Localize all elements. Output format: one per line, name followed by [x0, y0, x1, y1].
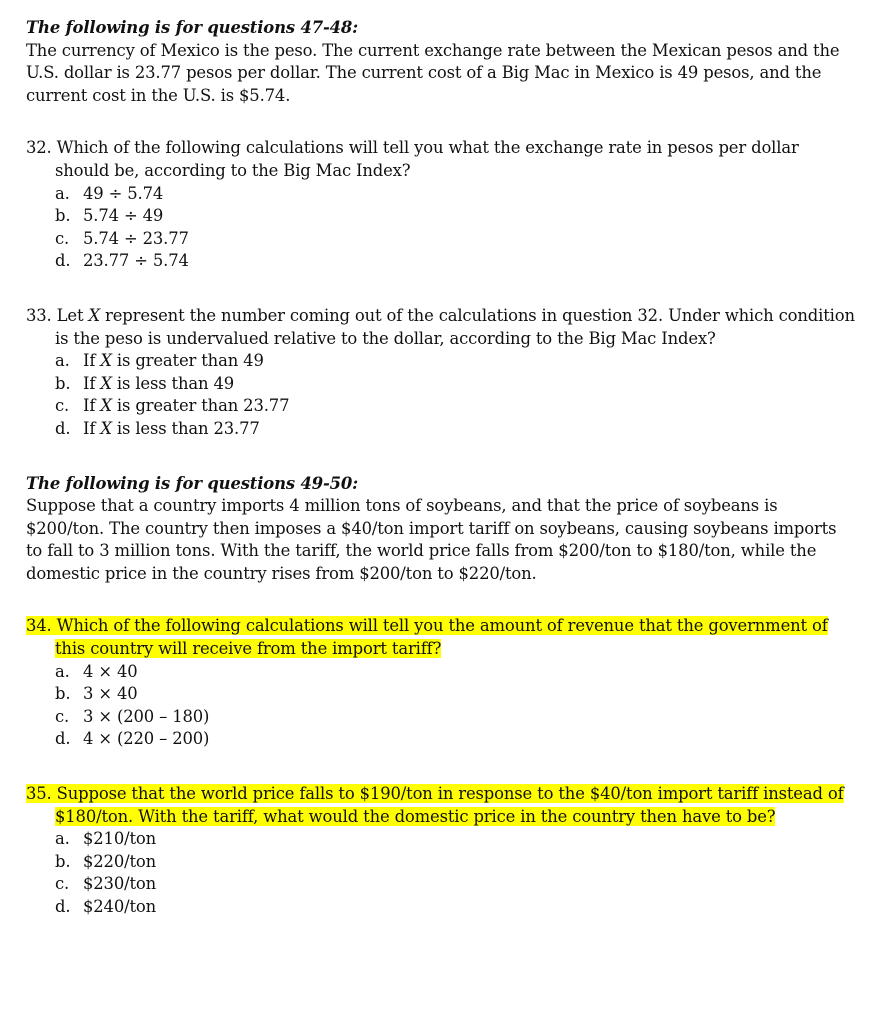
section-intro-47-48: [26, 17, 856, 107]
stem-part: 33. Let: [26, 305, 89, 325]
option-c: [55, 395, 856, 418]
option-letter: c.: [55, 706, 70, 726]
option-part: is less than 49: [111, 373, 235, 393]
question-33: [26, 305, 856, 441]
option-letter: b.: [55, 684, 71, 704]
option-b: [55, 683, 856, 706]
option-text: 3 × 40: [83, 684, 138, 704]
option-text: 23.77 ÷ 5.74: [83, 251, 189, 271]
option-part: If: [83, 351, 101, 371]
option-a: [55, 828, 856, 851]
variable-x: X: [100, 373, 112, 393]
option-letter: d.: [55, 729, 71, 749]
variable-x: X: [100, 396, 112, 416]
option-a: [55, 183, 856, 206]
option-letter: a.: [55, 829, 70, 849]
option-b: [55, 205, 856, 228]
option-a: [55, 350, 856, 373]
option-c: [55, 228, 856, 251]
section-heading: The following is for questions 47-48:: [26, 18, 359, 37]
option-b: [55, 851, 856, 874]
section-text: The currency of Mexico is the peso. The current exchange rate between the Mexican pesos and the U.S. dollar is 23.77 pesos per dollar. The current cost of a Big Mac in Mexico is 49 pesos, and the current cost in the U.S. is $5.74.: [26, 40, 840, 105]
question-stem: [26, 615, 856, 660]
option-text: [83, 350, 264, 373]
document-page: [26, 17, 856, 919]
question-35: [26, 783, 856, 919]
option-letter: c.: [55, 874, 70, 894]
variable-x: X: [88, 305, 100, 325]
option-letter: c.: [55, 396, 70, 416]
section-intro-49-50: [26, 473, 856, 586]
answer-options: [26, 661, 856, 751]
option-letter: c.: [55, 228, 70, 248]
option-text: [83, 395, 289, 418]
question-stem: 32. Which of the following calculations will tell you what the exchange rate in pesos per dollar should be, according to the Big Mac Index?: [26, 138, 799, 180]
answer-options: [26, 183, 856, 273]
highlighted-stem: 34. Which of the following calculations will tell you the amount of revenue that the government of this country will receive from the import tariff?: [26, 616, 828, 659]
option-letter: a.: [55, 183, 70, 203]
option-text: $230/ton: [83, 874, 157, 894]
option-c: [55, 706, 856, 729]
option-text: 5.74 ÷ 49: [83, 206, 164, 226]
option-text: $210/ton: [83, 829, 157, 849]
option-text: $240/ton: [83, 897, 157, 916]
option-letter: a.: [55, 351, 70, 371]
option-letter: b.: [55, 206, 71, 226]
option-letter: b.: [55, 851, 71, 871]
option-text: $220/ton: [83, 851, 157, 871]
option-part: If: [83, 373, 101, 393]
option-letter: d.: [55, 251, 71, 271]
option-text: 49 ÷ 5.74: [83, 183, 164, 203]
option-letter: b.: [55, 373, 71, 393]
option-part: is greater than 23.77: [111, 396, 290, 416]
option-text: [83, 373, 234, 396]
option-d: [55, 418, 856, 441]
option-text: 5.74 ÷ 23.77: [83, 228, 189, 248]
option-text: [83, 418, 260, 441]
stem-part: represent the number coming out of the calculations in question 32. Under which condition is the peso is undervalued relative to the dollar, according to the Big Mac Index?: [55, 305, 855, 348]
question-stem: [26, 783, 856, 828]
option-d: [55, 250, 856, 273]
option-part: If: [83, 418, 101, 438]
question-stem: [26, 305, 856, 350]
option-letter: d.: [55, 897, 71, 916]
variable-x: X: [100, 351, 112, 371]
option-d: [55, 896, 856, 919]
option-letter: d.: [55, 418, 71, 438]
highlighted-stem: 35. Suppose that the world price falls to $190/ton in response to the $40/ton import tariff instead of $180/ton. With the tariff, what would the domestic price in the country then have to be?: [26, 784, 844, 826]
section-text: Suppose that a country imports 4 million tons of soybeans, and that the price of soybeans is $200/ton. The country then imposes a $40/ton import tariff on soybeans, causing soybeans imports to fall to 3 million tons. With the tariff, the world price falls from $200/ton to $180/ton, while the domestic price in the country rises from $200/ton to $220/ton.: [26, 496, 837, 583]
option-text: 4 × 40: [83, 661, 138, 681]
option-a: [55, 661, 856, 684]
question-32: [26, 137, 856, 273]
option-part: is less than 23.77: [111, 418, 260, 438]
option-letter: a.: [55, 661, 70, 681]
option-part: is greater than 49: [111, 351, 264, 371]
option-b: [55, 373, 856, 396]
question-34: [26, 615, 856, 751]
section-heading: The following is for questions 49-50:: [26, 473, 359, 493]
option-text: 3 × (200 – 180): [83, 706, 210, 726]
answer-options: [26, 828, 856, 918]
option-text: 4 × (220 – 200): [83, 729, 210, 749]
option-c: [55, 873, 856, 896]
variable-x: X: [100, 418, 112, 438]
option-d: [55, 728, 856, 751]
answer-options: [26, 350, 856, 440]
option-part: If: [83, 396, 101, 416]
